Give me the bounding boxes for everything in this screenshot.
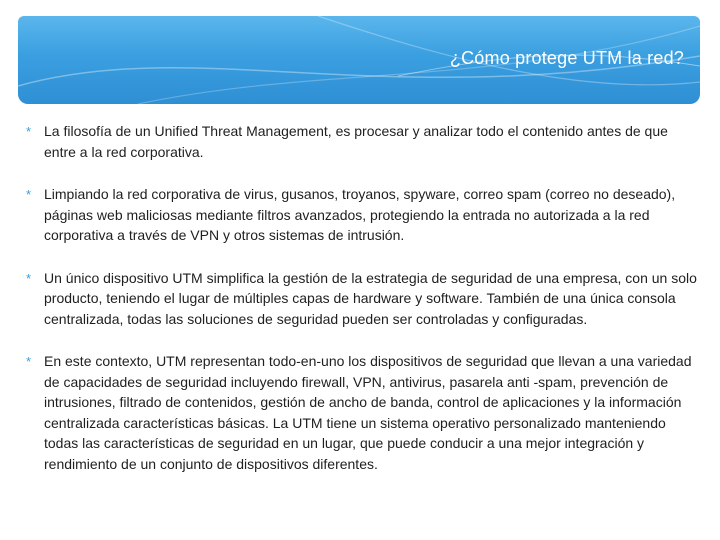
page-title: ¿Cómo protege UTM la red?	[449, 48, 684, 68]
bullet-text: Limpiando la red corporativa de virus, gusanos, troyanos, spyware, correo spam (correo no deseado), páginas web maliciosas mediante filtros avanzados, protegiendo la entrada no autorizada a la red corporativa a través de VPN y otros sistemas de intrusión.	[44, 186, 676, 243]
bullet-text: Un único dispositivo UTM simplifica la gestión de la estrategia de seguridad de una empresa, con un solo producto, teniendo el lugar de múltiples capas de hardware y software. También de una única consola centralizada, todas las soluciones de seguridad pueden ser controladas y configuradas.	[44, 269, 697, 327]
star-bullet-icon: *	[26, 187, 32, 202]
bullet-text: En este contexto, UTM representan todo-en-uno los dispositivos de seguridad que llevan a una variedad de capacidades de seguridad incluyendo firewall, VPN, antivirus, pasarela anti -spam, prevención de intrusiones, filtrado de contenidos, gestión de ancho de banda, control de aplicaciones y la información centralizada características básicas. La UTM tiene un sistema operativo personalizado manteniendo todas las características de seguridad en un lugar, que puede conducir a una mejor integración y rendimiento de un conjunto de dispositivos diferentes.	[44, 353, 692, 472]
list-item	[24, 184, 700, 246]
star-bullet-icon: *	[26, 124, 32, 139]
bullet-text: La filosofía de un Unified Threat Management, es procesar y analizar todo el contenido antes de que entre a la red corporativa.	[44, 123, 668, 160]
star-bullet-icon: *	[26, 354, 32, 369]
list-item	[24, 351, 700, 474]
list-item	[24, 268, 700, 330]
star-bullet-icon: *	[26, 270, 32, 286]
list-item	[24, 121, 700, 162]
title-banner	[18, 16, 700, 104]
bullet-list	[24, 121, 700, 496]
